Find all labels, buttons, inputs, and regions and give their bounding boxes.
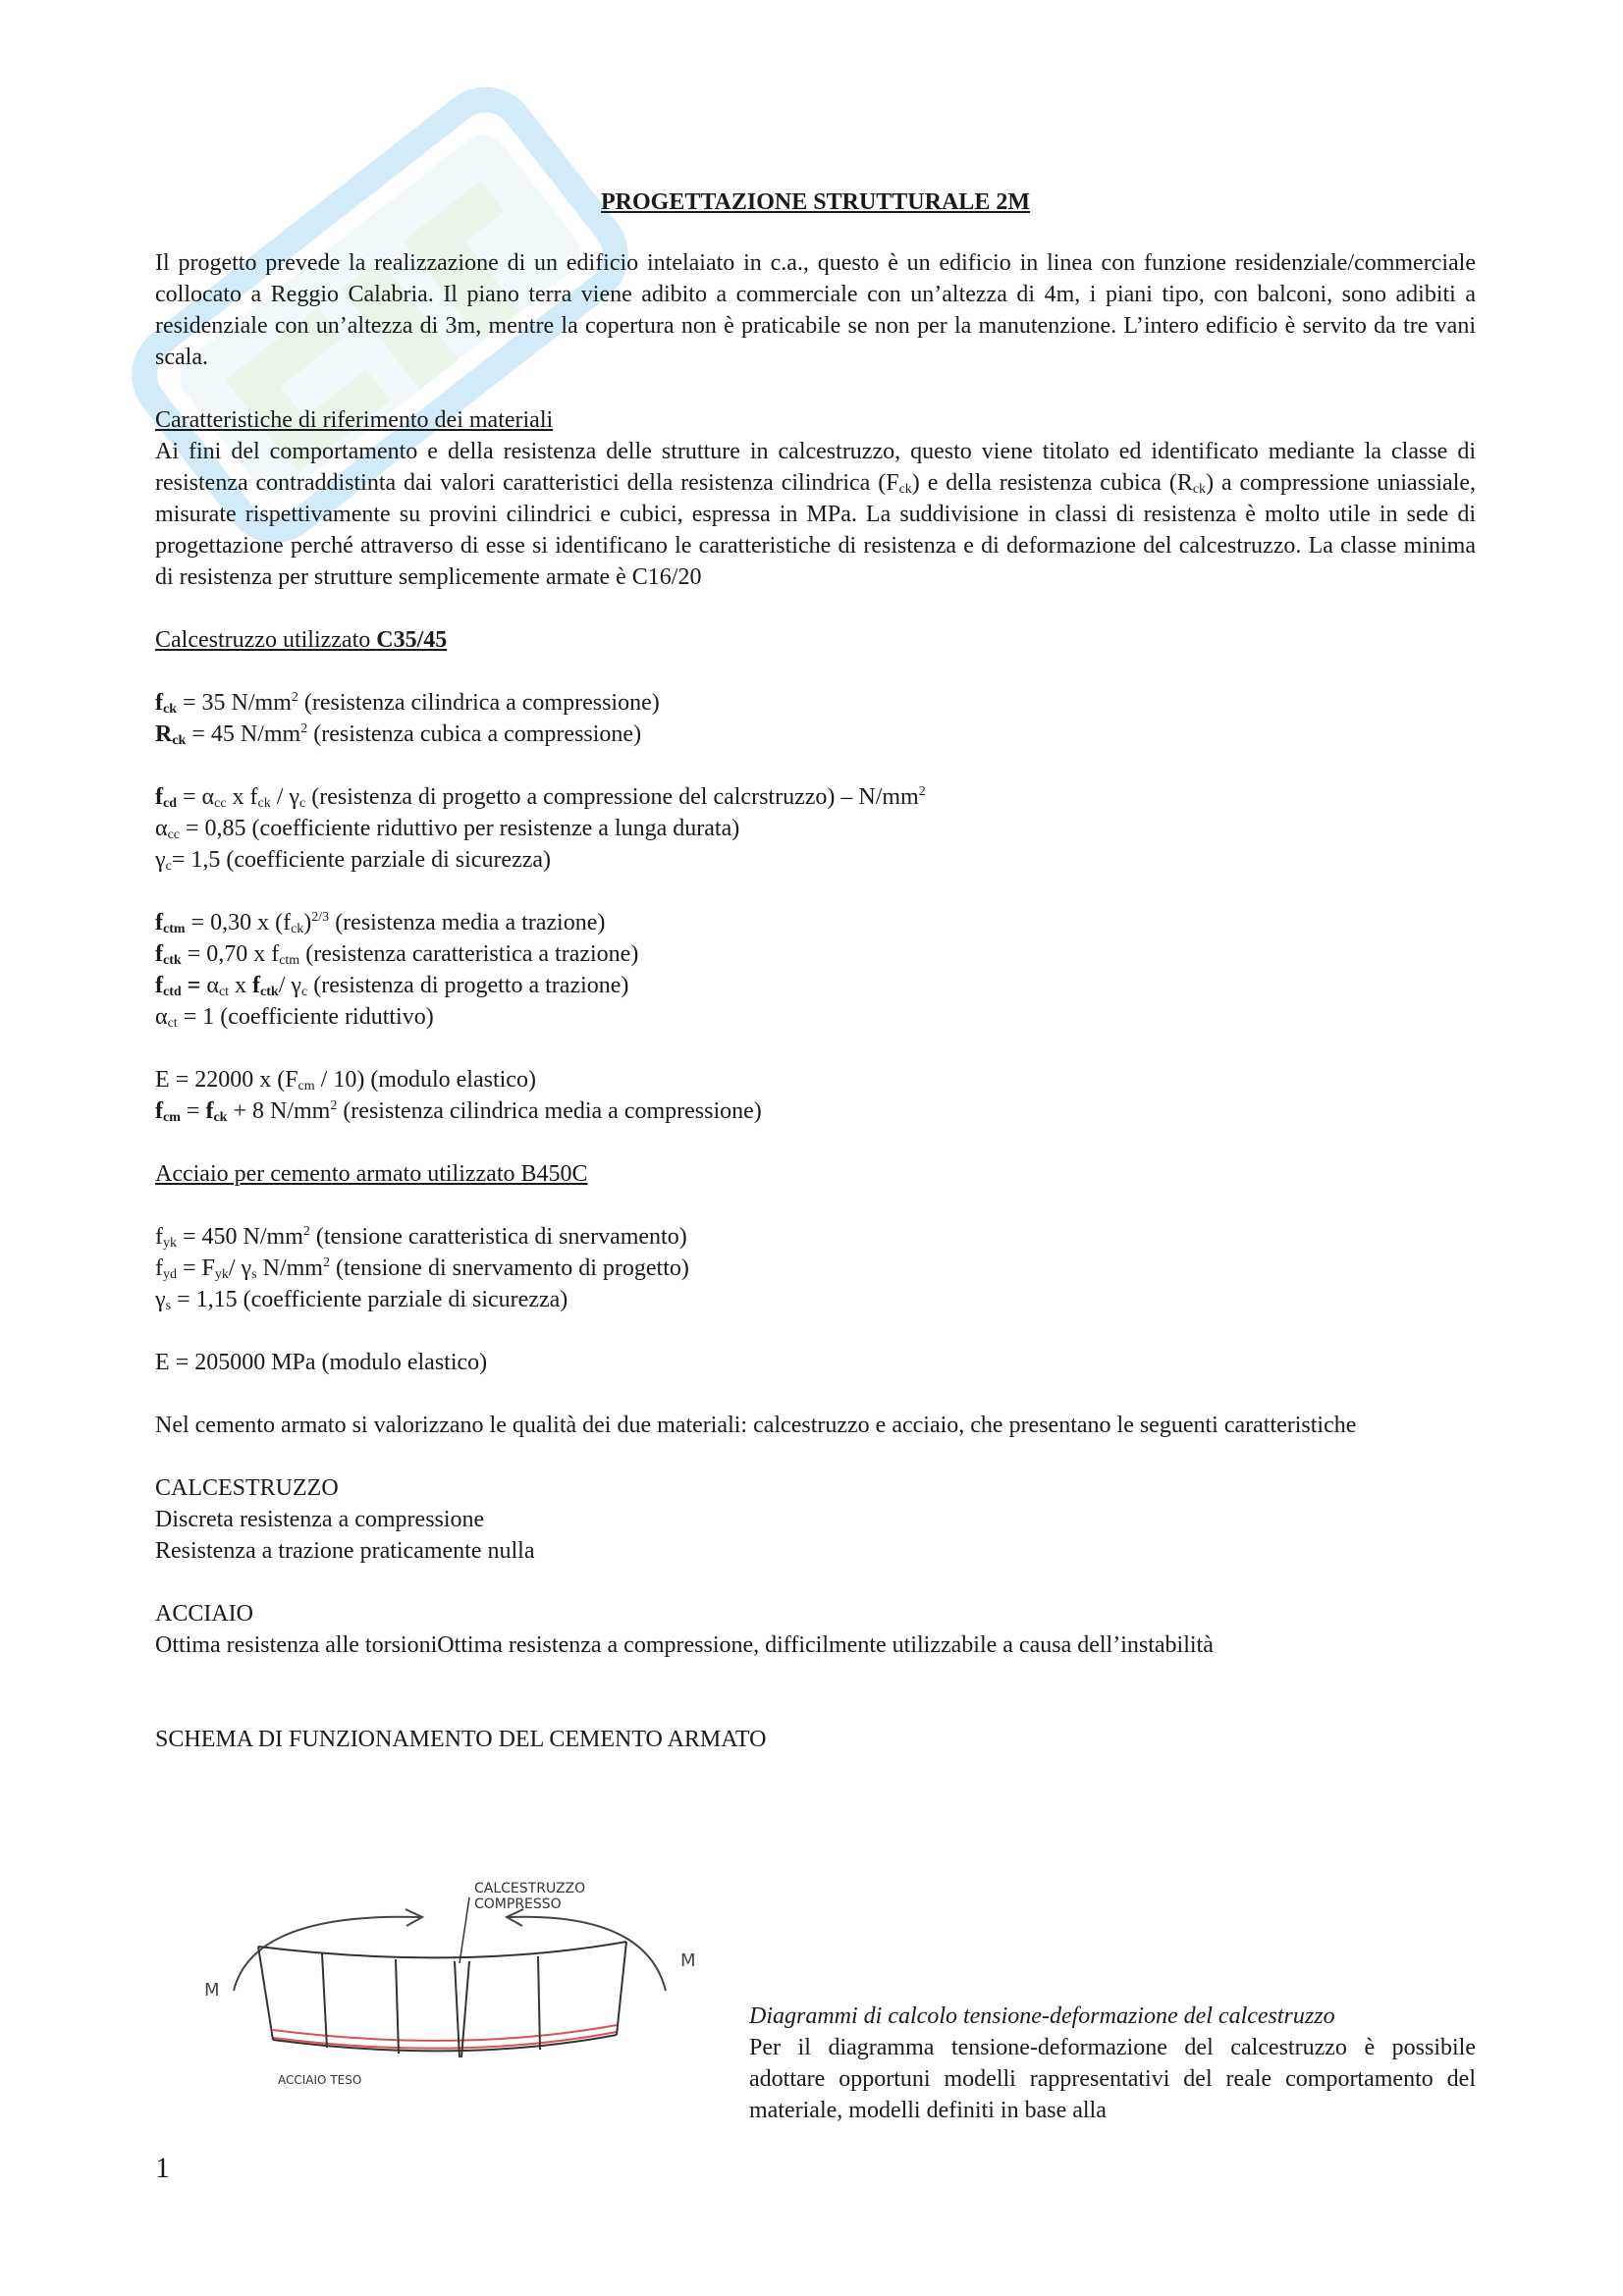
page-title: PROGETTAZIONE STRUTTURALE 2M — [601, 189, 1030, 215]
fctd-line: $f_{ctd} = \alpha_{ct}$ x $f_{ctk}/$ $\gamma_c$ (resistenza di progetto a trazione) — [155, 973, 629, 999]
intro-paragraph: Il progetto prevede la realizzazione di un edificio intelaiato in c.a., questo è un edificio in linea con funzione residenziale/commerciale collocato a Reggio Calabria. Il piano terra viene adibito a commerciale con un’altezza di 4m, i piani tipo, con balconi, sono adibiti a residenziale con un’altezza di 3m, mentre la copertura non è praticabile se non per la manutenzione. L’intero edificio è servito da tre vani scala. — [155, 250, 1476, 370]
figure-row — [155, 1865, 1476, 2160]
fctm-line: $f_{ctm} = 0,30$ x $(f_{ck})^{2/3}$ (resistenza media a trazione) — [155, 910, 606, 936]
gamma-c-line: $\gamma_c= 1,5$ (coefficiente parziale di sicurezza) — [155, 847, 552, 874]
calcestruzzo-item-2: Resistenza a trazione praticamente nulla — [155, 1538, 535, 1564]
summary-paragraph: Nel cemento armato si valorizzano le qualità dei due materiali: calcestruzzo e acciaio, che presentano le seguenti caratteristiche — [155, 1413, 1357, 1438]
e-concrete-line: E = 22000 x $(F_{cm} / 10)$ (modulo elastico) — [155, 1067, 536, 1094]
alpha-cc-line: $\alpha_{cc} = 0,85$ (coefficiente riduttivo per resistenze a lunga durata) — [155, 816, 740, 842]
acciaio-title: ACCIAIO — [155, 1601, 253, 1627]
gamma-s-line: $\gamma_s = 1,15$ (coefficiente parziale di sicurezza) — [155, 1287, 568, 1313]
page-number: 1 — [155, 2152, 170, 2184]
calcestruzzo-title: CALCESTRUZZO — [155, 1475, 339, 1501]
beam-sketch — [175, 1873, 725, 2094]
fcd-line: $f_{cd} = \alpha_{cc}$ x $f_{ck} / \gamma_c$ (resistenza di progetto a compressione del calcrstruzzo) – $N/mm^2$ — [155, 784, 926, 811]
materials-heading: Caratteristiche di riferimento dei materiali — [155, 407, 554, 433]
fyd-line: $f_{yd} = F_{yk}/$ $\gamma_s$ $N/mm^2$ (tensione di snervamento di progetto) — [155, 1255, 689, 1282]
fyk-line: $f_{yk} = 450$ $N/mm^2$ (tensione caratteristica di snervamento) — [155, 1224, 687, 1251]
steel-modulus-line: E = 205000 MPa (modulo elastico) — [155, 1350, 488, 1375]
fctk-line: $f_{ctk} = 0,70$ x $f_{ctm}$ (resistenza caratteristica a trazione) — [155, 941, 639, 968]
steel-heading: Acciaio per cemento armato utilizzato B450C — [155, 1161, 588, 1187]
diagram-title: Diagrammi di calcolo tensione-deformazione del calcestruzzo — [749, 2003, 1335, 2029]
materials-paragraph: Ai fini del comportamento e della resistenza delle strutture in calcestruzzo, questo viene titolato ed identificato mediante la classe di resistenza contraddistinta dai valori caratteristici della resistenza cilindrica $(F_{ck})$ e della resistenza cubica $(R_{ck})$ a compressione uniassiale, misurate rispettivamente su provini cilindrici e cubici, espressa in MPa. La suddivisione in classi di resistenza è molto utile in sede di progettazione perché attraverso di esse si identificano le caratteristiche di resistenza e di deformazione del calcestruzzo. La classe minima di resistenza per strutture semplicemente armate è C16/20 — [155, 439, 1477, 590]
svg-text:COMPRESSO: COMPRESSO — [474, 1896, 562, 1912]
svg-text:ACCIAIO TESO: ACCIAIO TESO — [278, 2073, 362, 2087]
diagram-description — [749, 2001, 1476, 2126]
fcm-line: $f_{cm} = f_{ck} + 8$ $N/mm^2$ (resistenza cilindrica media a compressione) — [155, 1098, 762, 1125]
concrete-heading: Calcestruzzo utilizzato C35/45 — [155, 627, 448, 653]
svg-text:CALCESTRUZZO: CALCESTRUZZO — [474, 1881, 586, 1896]
svg-text:M: M — [204, 1980, 220, 2001]
diagram-text: Per il diagramma tensione-deformazione del calcestruzzo è possibile adottare opportuni modelli rappresentativi del reale comportamento del materiale, modelli definiti in base alla — [749, 2035, 1476, 2123]
rck-line: $R_{ck} = 45$ $N/mm^2$ (resistenza cubica a compressione) — [155, 721, 642, 748]
svg-text:M: M — [680, 1950, 696, 1971]
acciaio-item-1: Ottima resistenza alle torsioniOttima resistenza a compressione, difficilmente utilizzabile a causa dell’instabilità — [155, 1632, 1214, 1658]
alpha-ct-line: $\alpha_{ct} = 1$ (coefficiente riduttivo) — [155, 1004, 434, 1031]
fck-line: $f_{ck} = 35$ $N/mm^2$ (resistenza cilindrica a compressione) — [155, 690, 660, 717]
calcestruzzo-item-1: Discreta resistenza a compressione — [155, 1507, 485, 1532]
schema-title: SCHEMA DI FUNZIONAMENTO DEL CEMENTO ARMATO — [155, 1727, 767, 1752]
document-body — [155, 187, 1476, 1755]
